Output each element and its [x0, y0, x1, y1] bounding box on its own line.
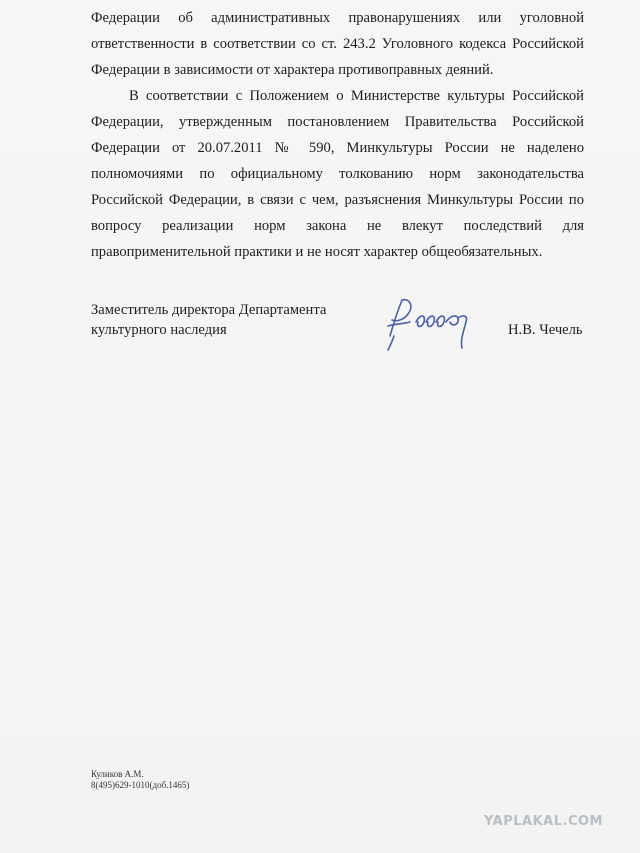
- body-line: ответственности в соответствии со ст. 243.2 Уголовного кодекса Российской: [91, 36, 584, 52]
- body-line: правоприменительной практики и не носят характер общеобязательных.: [91, 244, 543, 260]
- body-line: В соответствии с Положением о Министерстве культуры Российской: [129, 88, 584, 104]
- body-line: Федерации от 20.07.2011 № 590, Минкультуры России не наделено: [91, 140, 584, 156]
- body-line: Федерации, утвержденным постановлением Правительства Российской: [91, 114, 584, 130]
- body-line: Федерации об административных правонарушениях или уголовной: [91, 10, 584, 26]
- signatory-name: Н.В. Чечель: [508, 322, 583, 338]
- letter-body: [91, 5, 584, 265]
- body-line: Федерации в зависимости от характера противоправных деяний.: [91, 62, 494, 78]
- executor-phone: 8(495)629-1010(доб.1465): [91, 780, 190, 790]
- executor-name: Куликов А.М.: [91, 769, 144, 779]
- executor-footer: [91, 769, 189, 791]
- handwritten-signature: [380, 292, 480, 354]
- signatory-position-line: культурного наследия: [91, 322, 227, 338]
- body-line: вопросу реализации норм закона не влекут последствий для: [91, 218, 584, 234]
- watermark: YAPLAKAL.COM: [484, 814, 603, 829]
- body-line: Российской Федерации, в связи с чем, разъяснения Минкультуры России по: [91, 192, 584, 208]
- signatory-position-line: Заместитель директора Департамента: [91, 302, 327, 318]
- signatory-position: [91, 300, 326, 340]
- body-line: полномочиями по официальному толкованию норм законодательства: [91, 166, 584, 182]
